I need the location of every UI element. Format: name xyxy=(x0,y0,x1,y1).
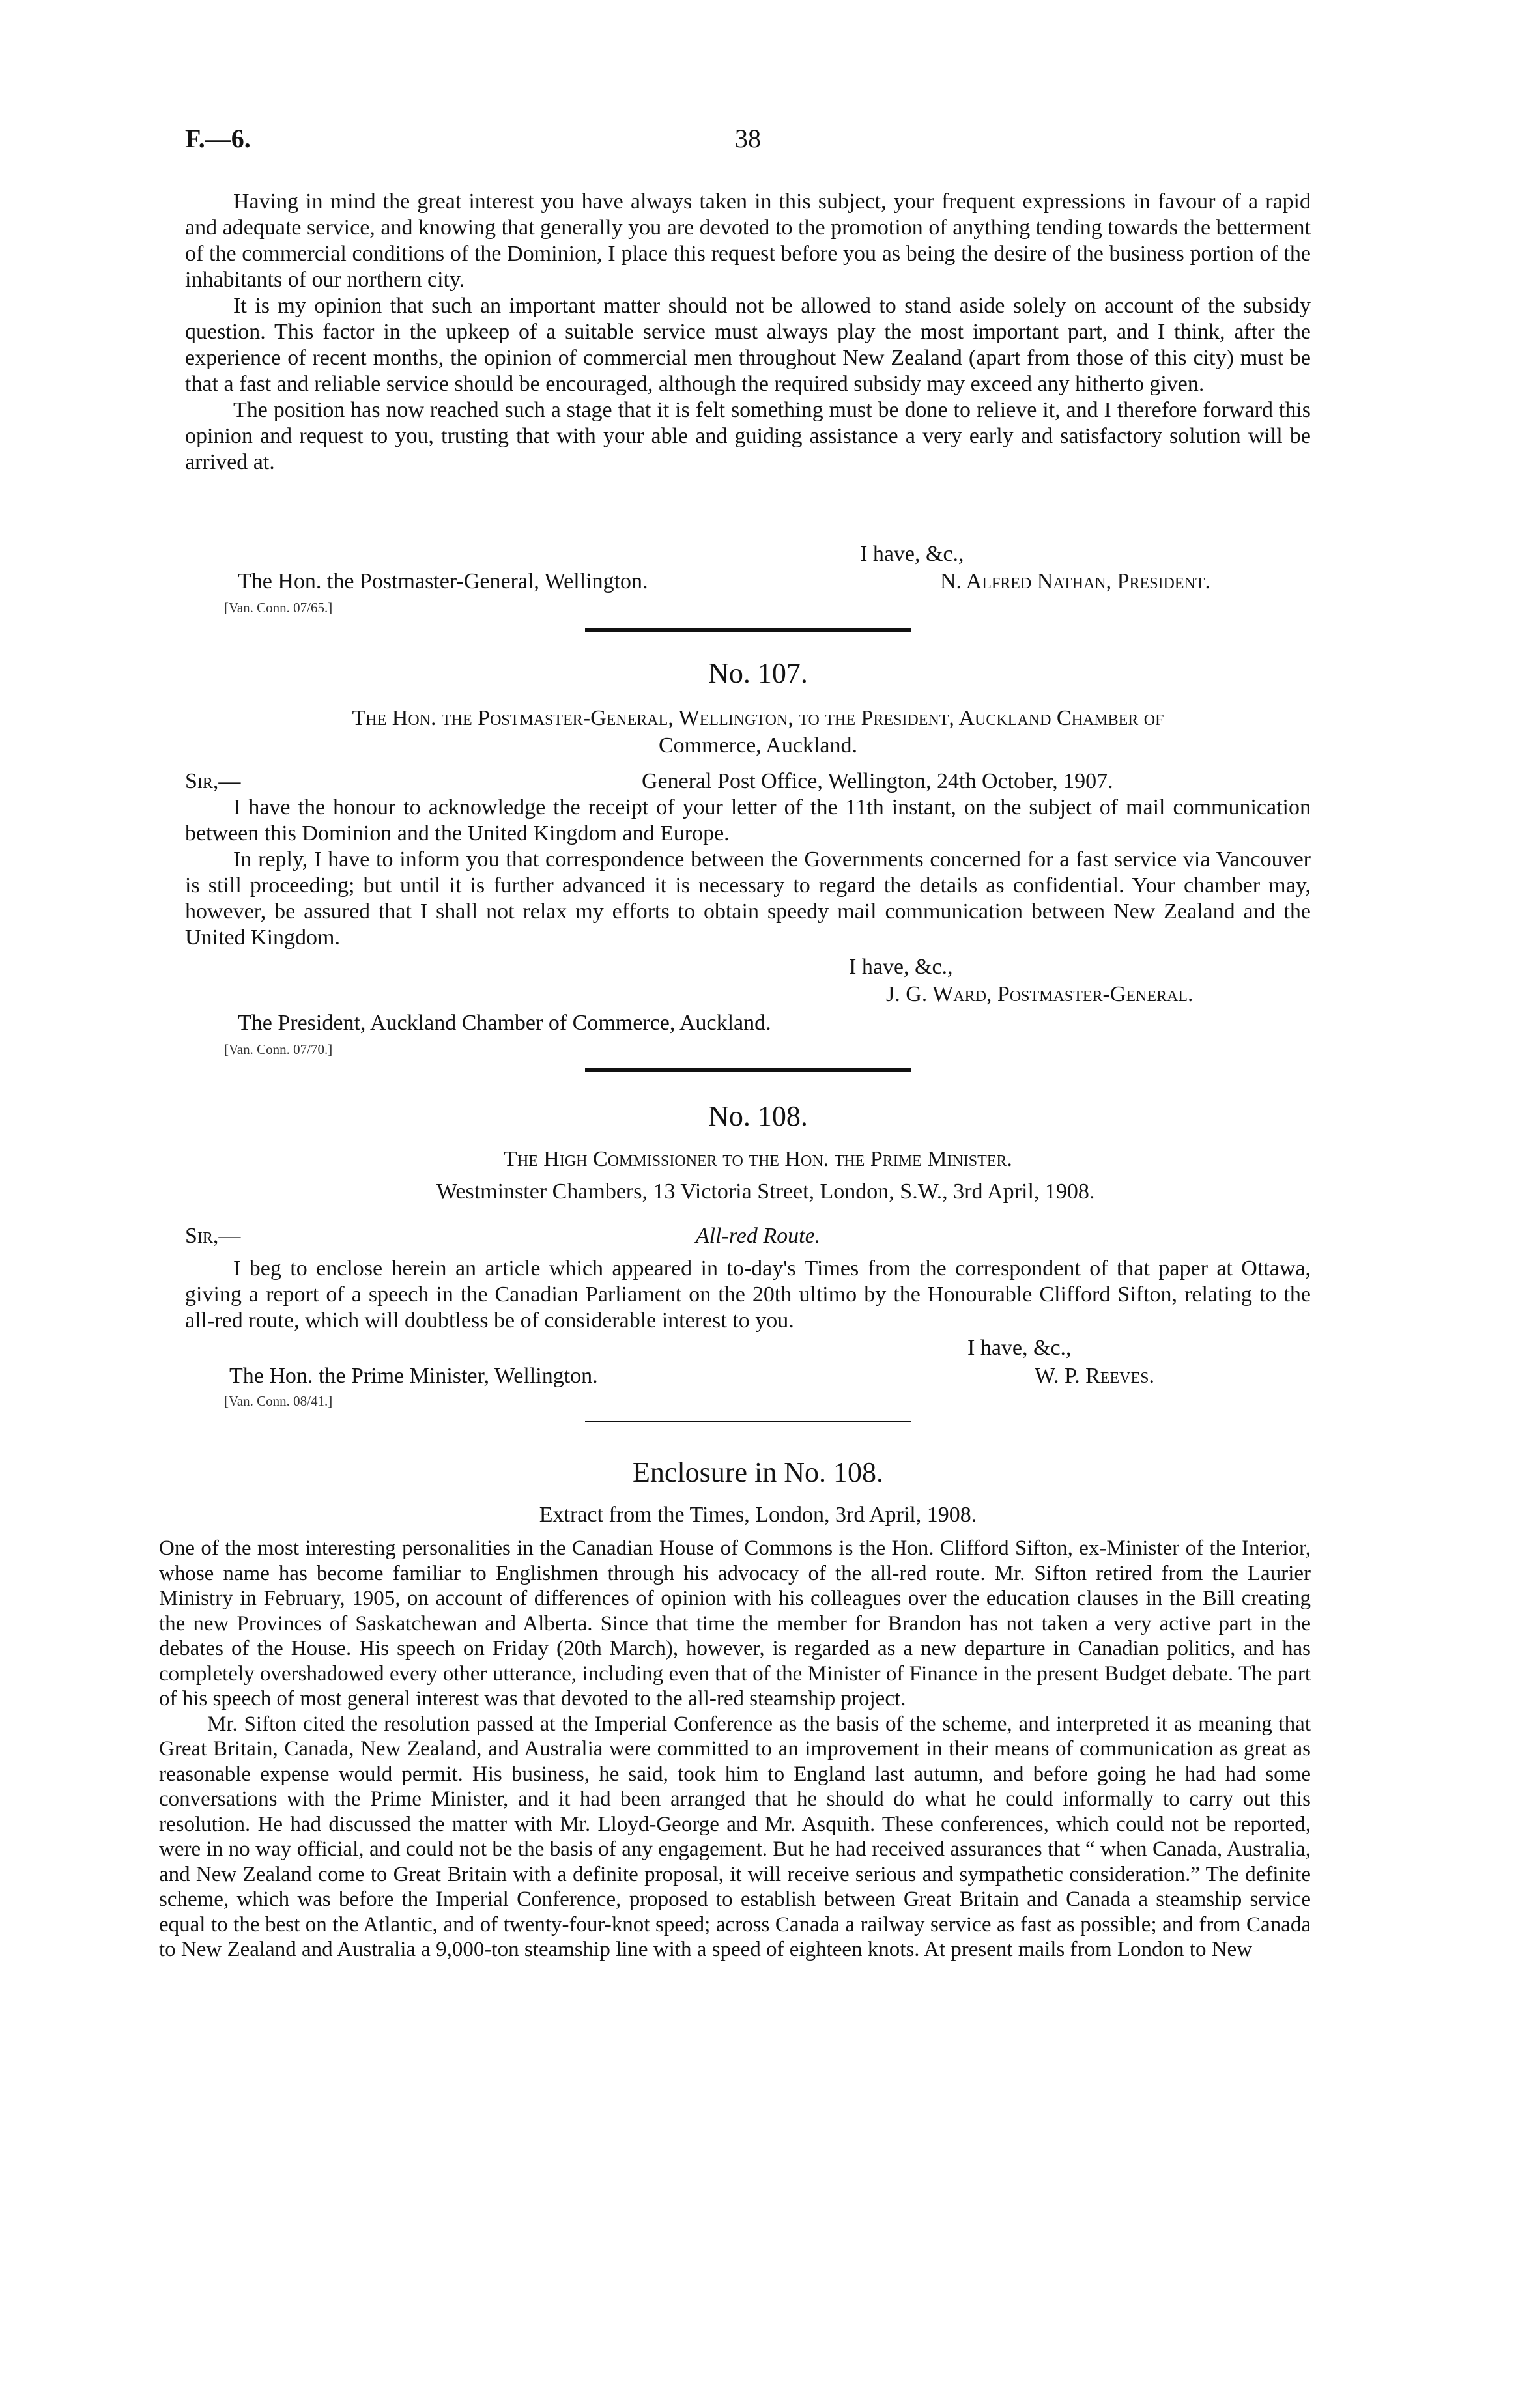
letter-108-body xyxy=(185,1256,1311,1334)
file-reference: [Van. Conn. 07/70.] xyxy=(224,1041,333,1057)
enclosure-body xyxy=(159,1536,1311,1962)
paragraph: I beg to enclose herein an article which appeared in to-day's Times from the correspondent of that paper at Ottawa, giving a report of a speech in the Canadian Parliament on the 20th ultimo by the Honourable Clifford Sifton, relating to the all-red route, which will doubtless be of considerable interest to you. xyxy=(185,1256,1311,1333)
addressee: The Hon. the Prime Minister, Wellington. xyxy=(229,1364,598,1388)
addressee: The Hon. the Postmaster-General, Wellington. xyxy=(238,569,648,593)
letter-heading-continued: Commerce, Auckland. xyxy=(659,733,857,758)
page-number: 38 xyxy=(735,124,761,153)
dateline: General Post Office, Wellington, 24th October, 1907. xyxy=(642,769,1113,793)
salutation: Sir,— xyxy=(185,769,241,793)
file-reference: [Van. Conn. 08/41.] xyxy=(224,1393,333,1409)
closing: I have, &c., xyxy=(860,542,964,566)
enclosure-title: Enclosure in No. 108. xyxy=(633,1456,883,1488)
paragraph: In reply, I have to inform you that correspondence between the Governments concerned for a fast service via Vancouver is still proceeding; but until it is further advanced it is necessary to regard the details as confidential. Your chamber may, however, be assured that I shall not relax my efforts to obtain speedy mail communication between New Zealand and the United Kingdom. xyxy=(185,847,1311,950)
closing: I have, &c., xyxy=(849,955,953,979)
salutation: Sir,— xyxy=(185,1224,241,1248)
divider xyxy=(585,1421,911,1422)
letter-heading: The Hon. the Postmaster-General, Wellington, to the President, Auckland Chamber of xyxy=(352,706,1164,730)
file-reference: [Van. Conn. 07/65.] xyxy=(224,600,333,616)
letter-106-body xyxy=(185,189,1311,475)
divider xyxy=(585,628,911,632)
paragraph: Mr. Sifton cited the resolution passed at the Imperial Conference as the basis of the scheme, and interpreted it as meaning that Great Britain, Canada, New Zealand, and Australia were committed to an improvement in their means of communication as great as reasonable expense would permit. His business, he said, took him to England last autumn, and before going he had had some conversations with the Prime Minister, and it had been arranged that he should do what he could informally to carry out this resolution. He had discussed the matter with Mr. Lloyd-George and Mr. Asquith. These conferences, which could not be reported, were in no way official, and could not be the basis of any engagement. But he had received assurances that “ when Canada, Australia, and New Zealand come to Great Britain with a definite proposal, it will receive serious and sympathetic consideration.” The definite scheme, which was before the Imperial Conference, proposed to establish between Great Britain and Canada a steamship service equal to the best on the Atlantic, and of twenty-four-knot speed; across Canada a railway service as fast as possible; and from Canada to New Zealand and Australia a 9,000-ton steamship line with a speed of eighteen knots. At present mails from London to New xyxy=(159,1712,1311,1961)
enclosure-subtitle: Extract from the Times, London, 3rd April, 1908. xyxy=(539,1503,977,1527)
addressee: The President, Auckland Chamber of Commerce, Auckland. xyxy=(238,1011,771,1035)
paragraph: Having in mind the great interest you have always taken in this subject, your frequent expressions in favour of a rapid and adequate service, and knowing that generally you are devoted to the promotion of anything tending towards the betterment of the commercial conditions of the Dominion, I place this request before you as being the desire of the business portion of the inhabitants of our northern city. xyxy=(185,190,1311,292)
document-reference: F.—6. xyxy=(185,124,251,153)
signature: W. P. Reeves. xyxy=(1035,1364,1154,1388)
paragraph: It is my opinion that such an important matter should not be allowed to stand aside solely on account of the subsidy question. This factor in the upkeep of a suitable service must always play the most important part, and I think, after the experience of recent months, the opinion of commercial men throughout New Zealand (apart from those of this city) must be that a fast and reliable service should be encouraged, although the required subsidy may exceed any hitherto given. xyxy=(185,294,1311,396)
signature: N. Alfred Nathan, President. xyxy=(940,569,1211,593)
letter-number: No. 108. xyxy=(708,1100,808,1132)
closing: I have, &c., xyxy=(967,1336,1072,1360)
paragraph: One of the most interesting personalities in the Canadian House of Commons is the Hon. Clifford Sifton, ex-Minister of the Interior, whose name has become familiar to Englishmen through his advocacy of the all-red route. Mr. Sifton retired from the Laurier Ministry in February, 1905, on account of differences of opinion with his colleagues over the education clauses in the Bill creating the new Provinces of Saskatchewan and Alberta. Since that time the member for Brandon has not taken a very active part in the debates of the House. His speech on Friday (20th March), however, is regarded as a new departure in Canadian politics, and has completely overshadowed every other utterance, including even that of the Minister of Finance in the present Budget debate. The part of his speech of most general interest was that devoted to the all-red steamship project. xyxy=(159,1537,1311,1710)
letter-107-body xyxy=(185,795,1311,951)
letter-number: No. 107. xyxy=(708,657,808,689)
signature: J. G. Ward, Postmaster-General. xyxy=(886,982,1194,1006)
letter-heading: The High Commissioner to the Hon. the Prime Minister. xyxy=(504,1147,1012,1171)
dateline: Westminster Chambers, 13 Victoria Street, London, S.W., 3rd April, 1908. xyxy=(436,1180,1095,1204)
subject-line: All-red Route. xyxy=(695,1224,821,1248)
paragraph: I have the honour to acknowledge the receipt of your letter of the 11th instant, on the subject of mail communication between this Dominion and the United Kingdom and Europe. xyxy=(185,795,1311,845)
divider xyxy=(585,1068,911,1072)
paragraph: The position has now reached such a stage that it is felt something must be done to relieve it, and I therefore forward this opinion and request to you, trusting that with your able and guiding assistance a very early and satisfactory solution will be arrived at. xyxy=(185,398,1311,474)
